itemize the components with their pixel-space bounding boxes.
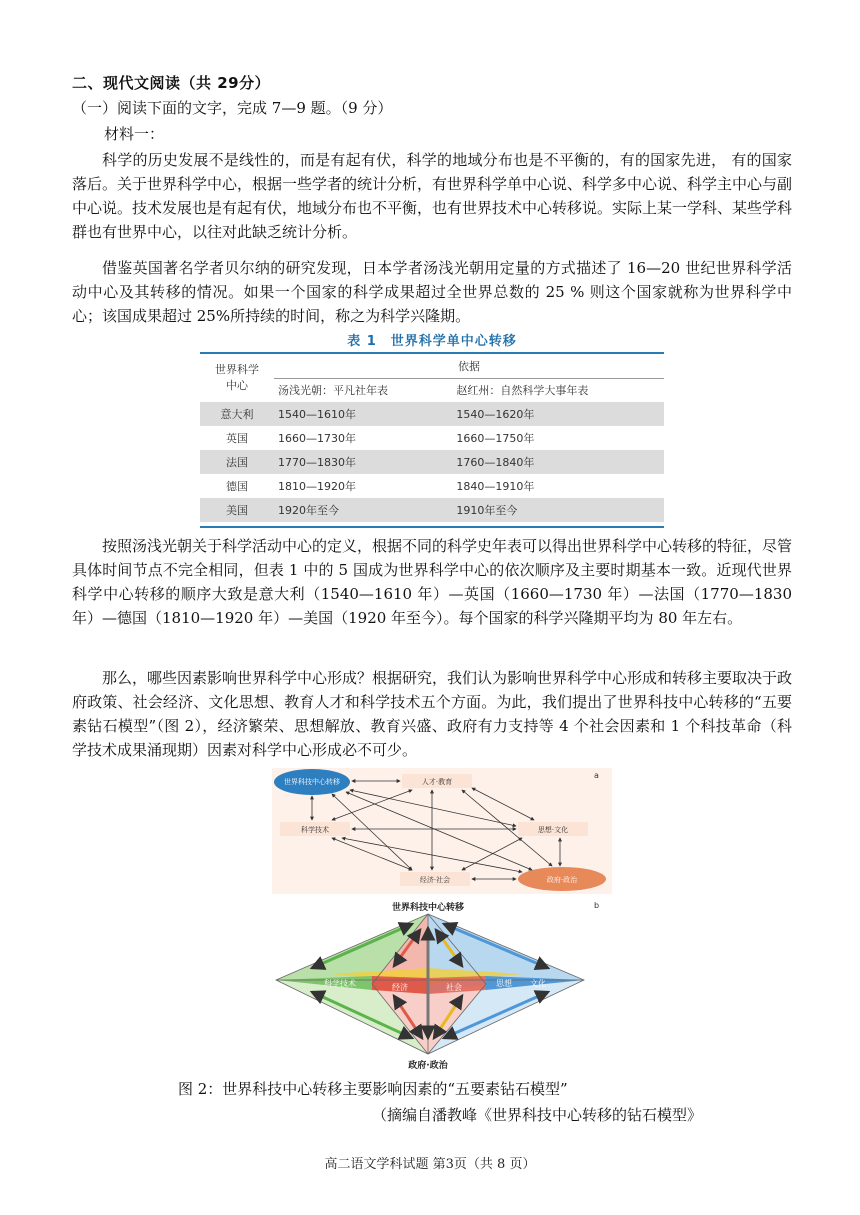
country-cell: 英国: [226, 432, 248, 445]
section-heading: 二、现代文阅读（共 29分）: [72, 74, 271, 92]
period-cell: 1540—1620年: [452, 402, 664, 426]
talent-education-label: 人才·教育: [421, 778, 453, 786]
column-header-zhao: 赵红州：自然科学大事年表: [456, 384, 589, 398]
period-cell: 1760—1840年: [452, 450, 664, 474]
country-cell: 意大利: [200, 402, 274, 426]
table-title: 表 1 世界科学单中心转移: [347, 334, 517, 349]
center-transfer-label: 世界科技中心转移: [284, 778, 340, 786]
diamond-model-figure: [272, 768, 612, 1072]
period-cell: 1540—1610年: [274, 402, 452, 426]
period-cell: 1770—1830年: [274, 450, 452, 474]
diamond-top-label: 世界科技中心转移: [391, 903, 465, 913]
table-corner-header: [200, 354, 274, 402]
diamond-thought-label: 思想: [496, 979, 512, 988]
basis-header: 依据: [274, 354, 664, 378]
material-label: 材料一：: [104, 125, 165, 143]
diamond-culture-label: 文化: [530, 979, 546, 988]
diamond-society-label: 社会: [446, 983, 462, 992]
thought-culture-label: 思想·文化: [537, 826, 569, 834]
panel-a-label: a: [594, 771, 599, 780]
paragraph-3: 按照汤浅光朝关于科学活动中心的定义，根据不同的科学史年表可以得出世界科学中心转移的特征，尽管具体时间节点不完全相同，但表 1 中的 5 国成为世界科学中心的依次顺序及主要时期基本一致。近现代世界科学中心转移的顺序大致是意大利（1540—1610 年）—英国（1660—1730 年）—法国（1770—1830 年）—德国（1810—1920 年）—美国（1920 年至今）。每个国家的科学兴隆期平均为 80 年左右。: [72, 537, 793, 627]
table-bottom-rule: [200, 526, 664, 528]
table-row: [200, 474, 664, 498]
panel-b-label: b: [594, 901, 600, 910]
country-cell: 法国: [200, 450, 274, 474]
table-row: [200, 402, 664, 426]
period-cell: 1920年至今: [274, 498, 452, 522]
data-table: [200, 354, 664, 522]
period-cell: 1910年至今: [452, 498, 664, 522]
table-row: [200, 498, 664, 522]
figure-caption: 图 2：世界科技中心转移主要影响因素的“五要素钻石模型”: [178, 1080, 568, 1098]
diamond-bottom-label: 政府·政治: [408, 1061, 448, 1071]
country-cell: 美国: [200, 498, 274, 522]
corner-line-1: 世界科学: [215, 363, 259, 376]
page-footer: 高二语文学科试题 第3页（共 8 页）: [324, 1157, 536, 1172]
table-science-center-transfer: [200, 330, 664, 530]
period-cell: 1840—1910年: [456, 480, 535, 493]
diamond-science-label: 科学技术: [324, 979, 356, 988]
period-cell: 1660—1730年: [278, 432, 356, 445]
paragraph-1: 科学的历史发展不是线性的，而是有起有伏，科学的地域分布也是不平衡的，有的国家先进， 有的国家落后。关于世界科学中心，根据一些学者的统计分析，有世界科学单中心说、科学多中心说、科学主中心与副中心说。技术发展也是有起有伏，地域分布也不平衡，也有世界技术中心转移说。实际上某一学科、某些学科群也有世界中心，以往对此缺乏统计分析。: [72, 151, 793, 241]
figure-source: （摘编自潘教峰《世界科技中心转移的钻石模型》: [372, 1106, 703, 1124]
corner-line-2: 中心: [226, 379, 248, 392]
economy-society-label: 经济·社会: [419, 876, 451, 884]
table-row: [200, 450, 664, 474]
diamond-economy-label: 经济: [392, 983, 408, 992]
country-cell: 德国: [226, 480, 248, 493]
paragraph-2: 借鉴英国著名学者贝尔纳的研究发现，日本学者汤浅光朝用定量的方式描述了 16—20 世纪世界科学活动中心及其转移的情况。如果一个国家的科学成果超过全世界总数的 25 % 则这个国家就称为世界科学中心；该国成果超过 25%所持续的时间，称之为科学兴隆期。: [72, 259, 792, 325]
table-row: [200, 426, 664, 450]
period-cell: 1810—1920年: [278, 480, 356, 493]
period-cell: 1660—1750年: [456, 432, 535, 445]
science-tech-label: 科学技术: [301, 826, 329, 834]
government-politics-label: 政府·政治: [546, 876, 578, 884]
column-header-yuasa: 汤浅光朝：平凡社年表: [278, 384, 388, 398]
subsection-instruction: （一）阅读下面的文字，完成 7—9 题。（9 分）: [72, 99, 393, 117]
paragraph-4: 那么，哪些因素影响世界科学中心形成？根据研究，我们认为影响世界科学中心形成和转移主要取决于政府政策、社会经济、文化思想、教育人才和科学技术五个方面。为此，我们提出了世界科技中心转移的“五要素钻石模型”（图 2），经济繁荣、思想解放、教育兴盛、政府有力支持等 4 个社会因素和 1 个科技革命（科学技术成果涌现期）因素对科学中心形成必不可少。: [72, 669, 793, 759]
